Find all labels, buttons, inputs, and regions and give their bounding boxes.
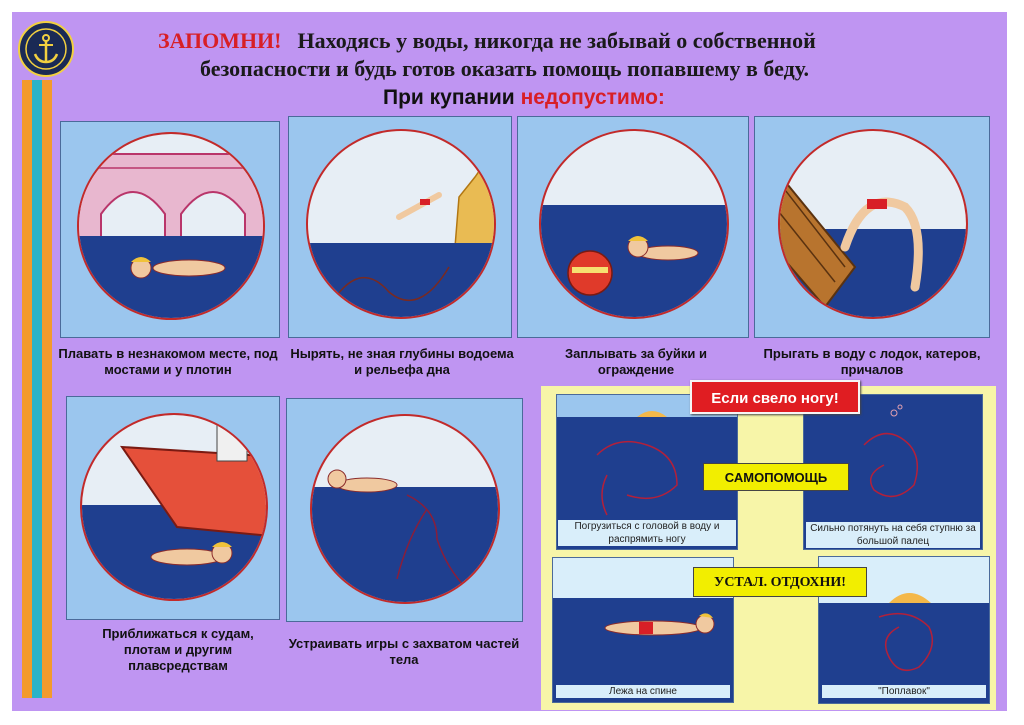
panel-games — [286, 398, 523, 622]
header-line-1 — [158, 28, 816, 54]
panel-diving — [288, 116, 512, 338]
cramp-title-label: Если свело ногу! — [690, 380, 860, 414]
panel-bridge — [60, 121, 280, 338]
caption-bridge: Плавать в незнакомом месте, под мостами и у плотин — [58, 346, 278, 377]
anchor-emblem-icon — [18, 21, 74, 77]
tired-rest-label: УСТАЛ. ОТДОХНИ! — [693, 567, 867, 597]
header-line-3 — [383, 86, 665, 110]
caption-buoy: Заплывать за буйки и ограждение — [565, 346, 707, 377]
step-caption-3: Лежа на спине — [556, 685, 730, 698]
side-stripe-teal — [32, 80, 42, 698]
panel-ship — [66, 396, 280, 620]
caption-ship: Приближаться к судам, плотам и другим плавсредствам — [102, 626, 254, 673]
self-help-label: САМОПОМОЩЬ — [703, 463, 849, 491]
caption-boat-jump: Прыгать в воду с лодок, катеров, причалов — [763, 346, 981, 377]
step-caption-2: Сильно потянуть на себя ступню за большой палец — [806, 522, 980, 548]
remember-label: ЗАПОМНИ! — [158, 28, 282, 53]
header-line-2: безопасности и будь готов оказать помощь попавшему в беду. — [200, 56, 810, 81]
prohibited-label: недопустимо: — [520, 86, 665, 109]
panel-buoy — [517, 116, 749, 338]
bathing-prefix: При купании — [383, 86, 515, 109]
side-stripe-orange-2 — [42, 80, 52, 698]
caption-diving: Нырять, не зная глубины водоема и рельефа дна — [290, 346, 514, 377]
caption-games: Устраивать игры с захватом частей тела — [288, 636, 520, 667]
panel-boat-jump — [754, 116, 990, 338]
step-caption-1: Погрузиться с головой в воду и распрямить ногу — [558, 520, 736, 546]
side-stripe-orange — [22, 80, 32, 698]
step-caption-4: "Поплавок" — [822, 685, 986, 698]
header-text-1: Находясь у воды, никогда не забывай о собственной — [297, 28, 816, 53]
